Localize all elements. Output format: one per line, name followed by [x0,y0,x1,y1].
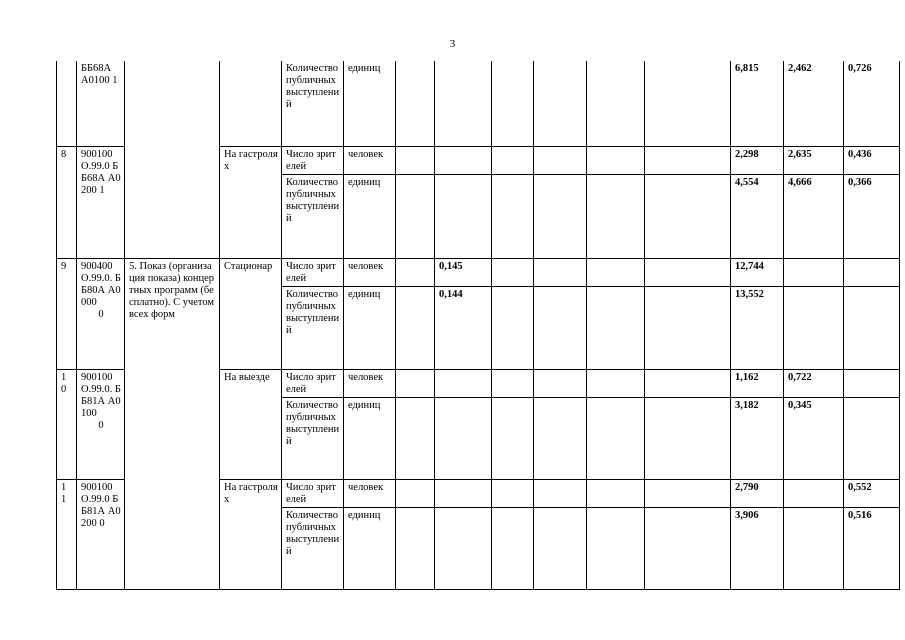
value-cell: 2,635 [784,146,844,174]
value-cell: 0,366 [844,174,900,258]
indicator-cell: Количество публичных выступлений [282,397,344,479]
register-code-cell: 900100 О.99.0 ББ68А А0200 1 [77,146,125,258]
register-code-cell: 900100 О.99.0. ББ81А А0100 0 [77,369,125,479]
value-cell: 2,790 [731,479,784,507]
value-cell: 0,552 [844,479,900,507]
place-cell: Стационар [220,258,282,369]
value-cell: 0,144 [435,286,492,369]
register-code-cell: 900100 О.99.0 ББ81А А0200 0 [77,479,125,589]
indicator-cell: Число зрителей [282,479,344,507]
unit-cell: единиц [344,61,396,146]
unit-cell: человек [344,258,396,286]
value-cell: 6,815 [731,61,784,146]
report-table [56,61,900,590]
unit-cell: единиц [344,507,396,589]
value-cell: 1,162 [731,369,784,397]
page-number: 3 [449,38,456,50]
value-cell: 0,726 [844,61,900,146]
value-cell: 3,906 [731,507,784,589]
place-cell: На гастролях [220,479,282,589]
unit-cell: единиц [344,174,396,258]
value-cell: 2,462 [784,61,844,146]
unit-cell: человек [344,479,396,507]
unit-cell: единиц [344,286,396,369]
indicator-cell: Число зрителей [282,258,344,286]
value-cell: 0,722 [784,369,844,397]
table-row [57,258,900,286]
value-cell: 13,552 [731,286,784,369]
row-number-cell: 1 1 [57,479,77,589]
place-cell: На гастролях [220,146,282,258]
value-cell: 4,554 [731,174,784,258]
indicator-cell: Число зрителей [282,146,344,174]
value-cell: 3,182 [731,397,784,479]
value-cell: 0,345 [784,397,844,479]
indicator-cell: Число зрителей [282,369,344,397]
service-name-cell [125,61,220,258]
unit-cell: человек [344,369,396,397]
service-name-cell: 5. Показ (организация показа) концертных программ (бесплатно). С учетом всех форм [125,258,220,589]
value-cell: 12,744 [731,258,784,286]
value-cell: 0,516 [844,507,900,589]
unit-cell: единиц [344,397,396,479]
indicator-cell: Количество публичных выступлений [282,507,344,589]
value-cell: 2,298 [731,146,784,174]
unit-cell: человек [344,146,396,174]
table-row [57,61,900,146]
value-cell: 4,666 [784,174,844,258]
register-code-cell: 900400 О.99.0. ББ80А А0000 0 [77,258,125,369]
indicator-cell: Количество публичных выступлений [282,61,344,146]
indicator-cell: Количество публичных выступлений [282,174,344,258]
place-cell [220,61,282,146]
value-cell: 0,436 [844,146,900,174]
place-cell: На выезде [220,369,282,479]
row-number-cell: 8 [57,146,77,258]
row-number-cell [57,61,77,146]
indicator-cell: Количество публичных выступлений [282,286,344,369]
register-code-cell: ББ68А А0100 1 [77,61,125,146]
row-number-cell: 9 [57,258,77,369]
row-number-cell: 1 0 [57,369,77,479]
value-cell: 0,145 [435,258,492,286]
